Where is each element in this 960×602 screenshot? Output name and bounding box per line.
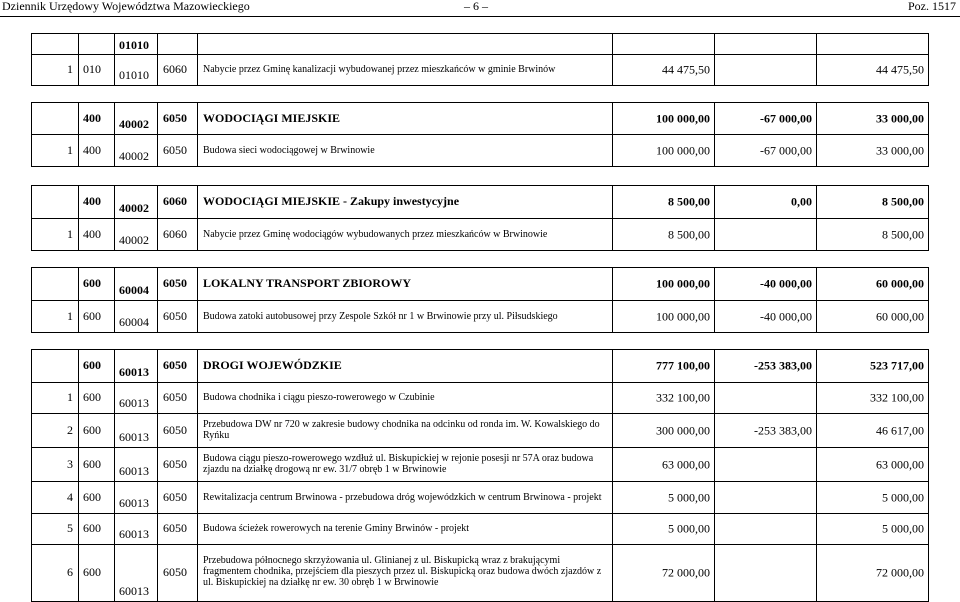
amount-after: 33 000,00 (876, 143, 924, 157)
amount-change: -67 000,00 (760, 143, 812, 157)
amount-after-cell (816, 482, 928, 513)
section-code: 600 (83, 275, 101, 290)
paragraph-code: 6050 (163, 520, 187, 535)
amount-before-cell (612, 414, 714, 447)
task-description-cell (197, 545, 612, 601)
row-number: 5 (67, 520, 73, 535)
amount-after-cell (816, 383, 928, 413)
amount-before: 300 000,00 (656, 423, 710, 437)
paragraph-code-cell (157, 383, 197, 413)
amount-change-cell (714, 482, 816, 513)
row-number-cell (32, 219, 78, 250)
paragraph-code-cell (157, 135, 197, 166)
task-description-cell (197, 383, 612, 413)
amount-after-cell (816, 448, 928, 481)
amount-before: 8 500,00 (668, 194, 710, 209)
task-description-cell (197, 55, 612, 85)
amount-before: 72 000,00 (662, 565, 710, 580)
chapter-code-cell (114, 268, 157, 300)
amount-before: 100 000,00 (656, 276, 710, 291)
amount-after: 8 500,00 (882, 194, 924, 209)
amount-after: 60 000,00 (876, 309, 924, 323)
task-description: WODOCIĄGI MIEJSKIE - Zakupy inwestycyjne (203, 193, 460, 208)
chapter-code: 40002 (119, 117, 149, 131)
amount-after-cell (816, 103, 928, 134)
row-number-cell (32, 55, 78, 85)
chapter-code-cell (114, 186, 157, 218)
chapter-code: 60013 (119, 496, 149, 510)
section-code-cell (78, 186, 114, 218)
task-description-cell (197, 219, 612, 250)
amount-before-cell (612, 268, 714, 300)
row-number: 6 (67, 564, 73, 579)
amount-after: 332 100,00 (870, 390, 924, 405)
paragraph-code: 6050 (163, 389, 187, 404)
section-code-cell (78, 545, 114, 601)
amount-before: 5 000,00 (668, 490, 710, 504)
task-description: Nabycie przez Gminę kanalizacji wybudowanej przez mieszkańców w gminie Brwinów (203, 63, 556, 75)
amount-after-cell (816, 219, 928, 250)
amount-change-cell (714, 448, 816, 481)
section-code-cell (78, 135, 114, 166)
chapter-code-cell (114, 55, 157, 85)
row-number: 1 (67, 142, 73, 157)
chapter-code-cell (114, 135, 157, 166)
paragraph-code: 6050 (163, 456, 187, 471)
section-code: 600 (83, 564, 101, 579)
amount-after: 46 617,00 (876, 423, 924, 437)
amount-change: -40 000,00 (760, 309, 812, 323)
amount-after: 33 000,00 (876, 111, 924, 125)
amount-before: 100 000,00 (656, 111, 710, 125)
amount-before-cell (612, 219, 714, 250)
amount-change-cell (714, 545, 816, 601)
paragraph-code-cell (157, 219, 197, 250)
amount-before: 100 000,00 (656, 309, 710, 323)
chapter-code: 60004 (119, 315, 149, 329)
budget-block (31, 33, 929, 86)
section-code: 400 (83, 226, 101, 241)
section-code-cell (78, 414, 114, 447)
section-code: 600 (83, 357, 101, 372)
chapter-code: 60013 (119, 584, 149, 598)
chapter-code-cell (114, 350, 157, 382)
section-code: 400 (83, 142, 101, 157)
task-description: Przebudowa północnego skrzyżowania ul. Glinianej z ul. Biskupicką wraz z brakującymi fragmentem chodnika, przejściem dla pieszych przez ul. Biskupicką oraz budowa dwóch zjazdów z ul. Biskupickiej na działkę nr ew. 30 obręb 1 w Brwinowie (203, 554, 602, 588)
row-number: 2 (67, 422, 73, 437)
amount-after-cell (816, 301, 928, 332)
amount-change: 0,00 (791, 194, 812, 209)
row-number: 1 (67, 61, 73, 76)
table-row (32, 55, 928, 85)
task-description-cell (197, 186, 612, 218)
paragraph-code-cell (157, 482, 197, 513)
amount-before: 100 000,00 (656, 143, 710, 157)
paragraph-code: 6050 (163, 422, 187, 437)
paragraph-code-cell (157, 301, 197, 332)
paragraph-code-cell (157, 34, 197, 54)
position-number: Poz. 1517 (908, 0, 956, 13)
task-description-cell (197, 268, 612, 300)
amount-change-cell (714, 383, 816, 413)
chapter-code: 60013 (119, 527, 149, 541)
section-code: 600 (83, 308, 101, 323)
row-number-cell (32, 103, 78, 134)
table-row (32, 545, 928, 601)
chapter-code-cell (114, 34, 157, 54)
amount-after-cell (816, 186, 928, 218)
chapter-code-cell (114, 383, 157, 413)
chapter-code-cell (114, 514, 157, 544)
amount-after-cell (816, 268, 928, 300)
amount-before: 332 100,00 (656, 390, 710, 405)
chapter-code: 01010 (119, 38, 149, 52)
amount-before-cell (612, 186, 714, 218)
task-description-cell (197, 414, 612, 447)
amount-after-cell (816, 135, 928, 166)
amount-after-cell (816, 350, 928, 382)
row-number-cell (32, 301, 78, 332)
paragraph-code-cell (157, 448, 197, 481)
row-number-cell (32, 514, 78, 544)
summary-row (32, 34, 928, 55)
task-description: Przebudowa DW nr 720 w zakresie budowy chodnika na odcinku od ronda im. W. Kowalskiego do Ryńku (203, 418, 600, 441)
section-code-cell (78, 350, 114, 382)
row-number-cell (32, 34, 78, 54)
task-description: WODOCIĄGI MIEJSKIE (203, 110, 341, 125)
row-number-cell (32, 414, 78, 447)
section-code-cell (78, 34, 114, 54)
paragraph-code: 6050 (163, 110, 187, 125)
paragraph-code-cell (157, 350, 197, 382)
task-description-cell (197, 482, 612, 513)
row-number-cell (32, 383, 78, 413)
table-row (32, 414, 928, 448)
amount-before-cell (612, 135, 714, 166)
task-description-cell (197, 103, 612, 134)
paragraph-code: 6050 (163, 308, 187, 323)
amount-after: 5 000,00 (882, 521, 924, 536)
amount-change-cell (714, 514, 816, 544)
paragraph-code: 6060 (163, 226, 187, 241)
budget-block (31, 102, 929, 167)
amount-before-cell (612, 482, 714, 513)
chapter-code: 60013 (119, 365, 149, 379)
amount-before-cell (612, 34, 714, 54)
amount-after: 523 717,00 (870, 358, 924, 373)
section-code: 600 (83, 389, 101, 404)
chapter-code-cell (114, 482, 157, 513)
amount-before-cell (612, 301, 714, 332)
chapter-code: 60013 (119, 464, 149, 478)
task-description: Budowa sieci wodociągowej w Brwinowie (203, 144, 375, 156)
summary-row (32, 186, 928, 219)
amount-change-cell (714, 219, 816, 250)
task-description-cell (197, 301, 612, 332)
section-code: 400 (83, 110, 101, 125)
amount-before-cell (612, 545, 714, 601)
row-number-cell (32, 350, 78, 382)
task-description: Budowa ścieżek rowerowych na terenie Gminy Brwinów - projekt (203, 522, 470, 534)
paragraph-code: 6060 (163, 193, 187, 208)
amount-change-cell (714, 350, 816, 382)
amount-change: -67 000,00 (760, 111, 812, 125)
row-number: 1 (67, 389, 73, 404)
amount-before-cell (612, 383, 714, 413)
amount-change-cell (714, 55, 816, 85)
section-code: 600 (83, 422, 101, 437)
amount-change-cell (714, 34, 816, 54)
journal-title: Dziennik Urzędowy Województwa Mazowieckiego (2, 0, 250, 13)
amount-change: -253 383,00 (754, 423, 812, 437)
row-number: 3 (67, 456, 73, 471)
row-number: 1 (67, 226, 73, 241)
amount-change: -253 383,00 (754, 358, 812, 373)
paragraph-code-cell (157, 514, 197, 544)
summary-row (32, 350, 928, 383)
section-code-cell (78, 301, 114, 332)
amount-change-cell (714, 186, 816, 218)
section-code: 600 (83, 456, 101, 471)
section-code: 600 (83, 520, 101, 535)
summary-row (32, 103, 928, 135)
section-code: 600 (83, 489, 101, 504)
budget-block (31, 349, 929, 602)
amount-change-cell (714, 135, 816, 166)
chapter-code-cell (114, 219, 157, 250)
amount-after: 72 000,00 (876, 565, 924, 580)
section-code-cell (78, 383, 114, 413)
amount-after: 60 000,00 (876, 276, 924, 291)
chapter-code-cell (114, 301, 157, 332)
amount-before: 63 000,00 (662, 457, 710, 471)
amount-after: 44 475,50 (876, 62, 924, 77)
table-row (32, 135, 928, 166)
task-description-cell (197, 350, 612, 382)
task-description: LOKALNY TRANSPORT ZBIOROWY (203, 275, 412, 290)
amount-change: -40 000,00 (760, 276, 812, 291)
section-code-cell (78, 514, 114, 544)
amount-after-cell (816, 514, 928, 544)
amount-before: 777 100,00 (656, 358, 710, 373)
row-number-cell (32, 268, 78, 300)
task-description: Nabycie przez Gminę wodociągów wybudowanych przez mieszkańców w Brwinowie (203, 228, 548, 240)
amount-change-cell (714, 414, 816, 447)
amount-after: 8 500,00 (882, 227, 924, 241)
section-code-cell (78, 268, 114, 300)
section-code-cell (78, 219, 114, 250)
row-number-cell (32, 186, 78, 218)
task-description-cell (197, 448, 612, 481)
task-description-cell (197, 34, 612, 54)
section-code: 010 (83, 61, 101, 76)
row-number-cell (32, 448, 78, 481)
chapter-code-cell (114, 103, 157, 134)
row-number: 1 (67, 308, 73, 323)
row-number-cell (32, 482, 78, 513)
task-description-cell (197, 514, 612, 544)
paragraph-code-cell (157, 268, 197, 300)
task-description: Budowa chodnika i ciągu pieszo-rowerowego w Czubinie (203, 391, 435, 403)
section-code-cell (78, 482, 114, 513)
amount-after-cell (816, 414, 928, 447)
summary-row (32, 268, 928, 301)
paragraph-code: 6050 (163, 489, 187, 504)
task-description: Budowa ciągu pieszo-rowerowego wzdłuż ul. Biskupickiej w rejonie posesji nr 57A oraz budowa zjazdu na działkę drogową nr ew. 31/7 obręb 1 w Brwinowie (203, 452, 594, 475)
chapter-code: 60004 (119, 283, 149, 297)
amount-change-cell (714, 301, 816, 332)
amount-before-cell (612, 514, 714, 544)
chapter-code: 60013 (119, 430, 149, 444)
chapter-code: 01010 (119, 68, 149, 82)
row-number-cell (32, 135, 78, 166)
paragraph-code: 6050 (163, 275, 187, 290)
table-row (32, 482, 928, 514)
paragraph-code-cell (157, 186, 197, 218)
chapter-code: 40002 (119, 233, 149, 247)
table-row (32, 514, 928, 545)
task-description-cell (197, 135, 612, 166)
task-description: Rewitalizacja centrum Brwinowa - przebudowa dróg wojewódzkich w centrum Brwinowa - projekt (203, 491, 602, 503)
paragraph-code-cell (157, 545, 197, 601)
amount-after-cell (816, 545, 928, 601)
amount-before-cell (612, 350, 714, 382)
paragraph-code-cell (157, 103, 197, 134)
budget-block (31, 267, 929, 333)
table-row (32, 448, 928, 482)
amount-before: 44 475,50 (662, 62, 710, 77)
amount-after-cell (816, 55, 928, 85)
row-number: 4 (67, 489, 73, 504)
chapter-code-cell (114, 545, 157, 601)
chapter-code: 40002 (119, 201, 149, 215)
section-code-cell (78, 448, 114, 481)
amount-before: 5 000,00 (668, 521, 710, 536)
task-description: Budowa zatoki autobusowej przy Zespole Szkół nr 1 w Brwinowie przy ul. Piłsudskiego (203, 310, 558, 322)
page-header (0, 0, 960, 17)
chapter-code: 40002 (119, 149, 149, 163)
budget-block (31, 185, 929, 251)
amount-after: 5 000,00 (882, 490, 924, 504)
amount-after: 63 000,00 (876, 457, 924, 471)
amount-before-cell (612, 448, 714, 481)
amount-change-cell (714, 268, 816, 300)
amount-before-cell (612, 103, 714, 134)
paragraph-code-cell (157, 414, 197, 447)
chapter-code-cell (114, 414, 157, 447)
section-code: 400 (83, 193, 101, 208)
paragraph-code: 6050 (163, 142, 187, 157)
amount-before: 8 500,00 (668, 227, 710, 241)
section-code-cell (78, 103, 114, 134)
section-code-cell (78, 55, 114, 85)
amount-change-cell (714, 103, 816, 134)
page-number: – 6 – (464, 0, 488, 13)
amount-after-cell (816, 34, 928, 54)
task-description: DROGI WOJEWÓDZKIE (203, 357, 342, 372)
paragraph-code: 6050 (163, 564, 187, 579)
amount-before-cell (612, 55, 714, 85)
table-row (32, 383, 928, 414)
chapter-code: 60013 (119, 396, 149, 410)
paragraph-code: 6060 (163, 61, 187, 76)
paragraph-code: 6050 (163, 357, 187, 372)
row-number-cell (32, 545, 78, 601)
table-row (32, 219, 928, 250)
chapter-code-cell (114, 448, 157, 481)
paragraph-code-cell (157, 55, 197, 85)
table-row (32, 301, 928, 332)
